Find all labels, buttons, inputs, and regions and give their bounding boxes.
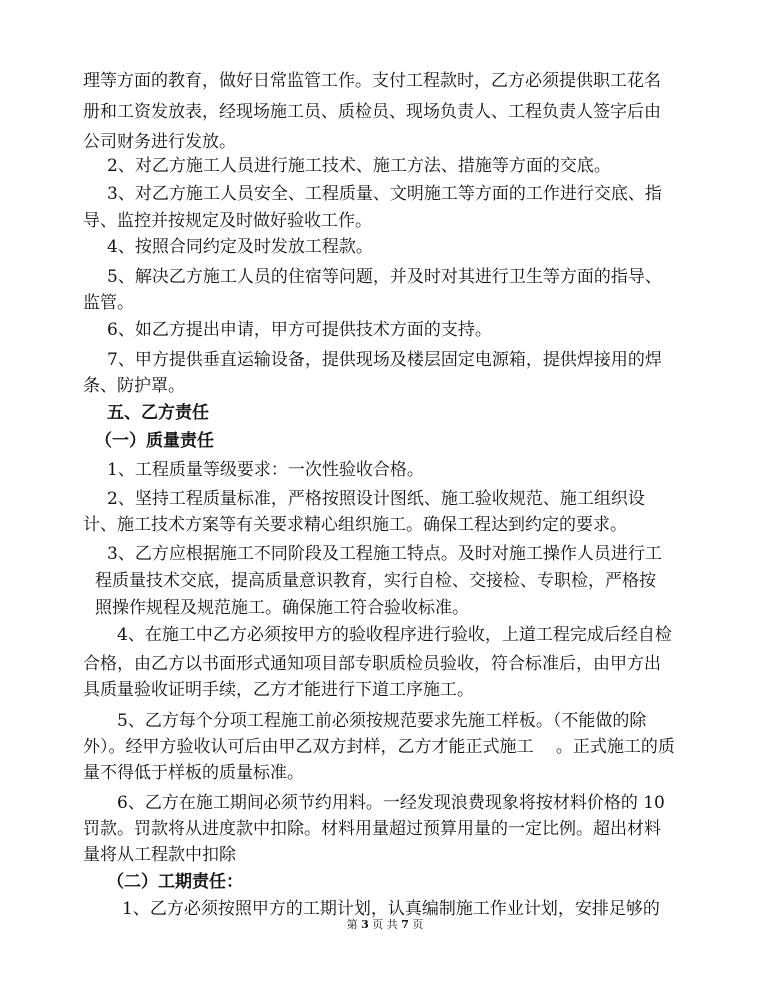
text-line: 3、乙方应根据施工不同阶段及工程施工特点。及时对施工操作人员进行工 [107,544,662,564]
page-footer [0,918,770,932]
footer-mid2: 共 [386,918,398,931]
section-heading: 五、乙方责任 [107,403,209,423]
subsection-heading: （一）质量责任 [95,431,214,451]
text-line: 3、对乙方施工人员安全、工程质量、文明施工等方面的工作进行交底、指 [107,184,662,204]
footer-suffix: 页 [412,918,424,931]
footer-prefix: 第 [346,918,358,931]
total-pages-number: 7 [401,918,409,931]
text-line: 2、对乙方施工人员进行施工技术、施工方法、措施等方面的交底。 [107,156,611,176]
text-line: 监管。 [83,293,134,313]
current-page-number: 3 [361,918,369,931]
text-line: 1、工程质量等级要求：一次性验收合格。 [107,460,424,480]
text-line: 计、施工技术方案等有关要求精心组织施工。确保工程达到约定的要求。 [83,515,627,535]
text-line: 1、乙方必须按照甲方的工期计划，认真编制施工作业计划，安排足够的 [122,899,660,919]
text-line: 4、在施工中乙方必须按甲方的验收程序进行验收，上道工程完成后经自检 [117,625,672,645]
text-line: 理等方面的教育，做好日常监管工作。支付工程款时，乙方必须提供职工花名 [83,71,661,91]
text-line: 2、坚持工程质量标准，严格按照设计图纸、施工验收规范、施工组织设 [107,489,645,509]
text-line: 5、解决乙方施工人员的住宿等问题，并及时对其进行卫生等方面的指导、 [107,267,662,287]
text-line: 公司财务进行发放。 [83,132,236,152]
text-line: 4、按照合同约定及时发放工程款。 [107,237,373,257]
text-line: 罚款。罚款将从进度款中扣除。材料用量超过预算用量的一定比例。超出材料 [83,819,661,839]
text-line: 合格，由乙方以书面形式通知项目部专职质检员验收，符合标准后，由甲方出 [83,654,661,674]
text-line: 程质量技术交底，提高质量意识教育，实行自检、交接检、专职检，严格按 [95,571,656,591]
subsection-heading: （二）工期责任： [107,872,243,892]
text-line: 导、监控并按规定及时做好验收工作。 [83,211,372,231]
text-line: 6、乙方在施工期间必须节约用料。一经发现浪费现象将按材料价格的 10 [117,793,665,813]
text-line: 7、甲方提供垂直运输设备，提供现场及楼层固定电源箱，提供焊接用的焊 [107,350,662,370]
text-line: 条、防护罩。 [83,376,185,396]
text-line: 量不得低于样板的质量标准。 [83,763,304,783]
text-line: 量将从工程款中扣除 [83,845,236,865]
text-line: 6、如乙方提出申请，甲方可提供技术方面的支持。 [107,320,492,340]
text-line: 外）。经甲方验收认可后由甲乙双方封样，乙方才能正式施工 。正式施工的质 [83,737,675,757]
text-line: 具质量验收证明手续，乙方才能进行下道工序施工。 [83,680,474,700]
text-line: 照操作规程及规范施工。确保施工符合验收标准。 [95,598,469,618]
text-line: 册和工资发放表，经现场施工员、质检员、现场负责人、工程负责人签字后由 [83,102,661,122]
footer-mid1: 页 [372,918,384,931]
text-line: 5、乙方每个分项工程施工前必须按规范要求先施工样板。（不能做的除 [117,711,647,731]
